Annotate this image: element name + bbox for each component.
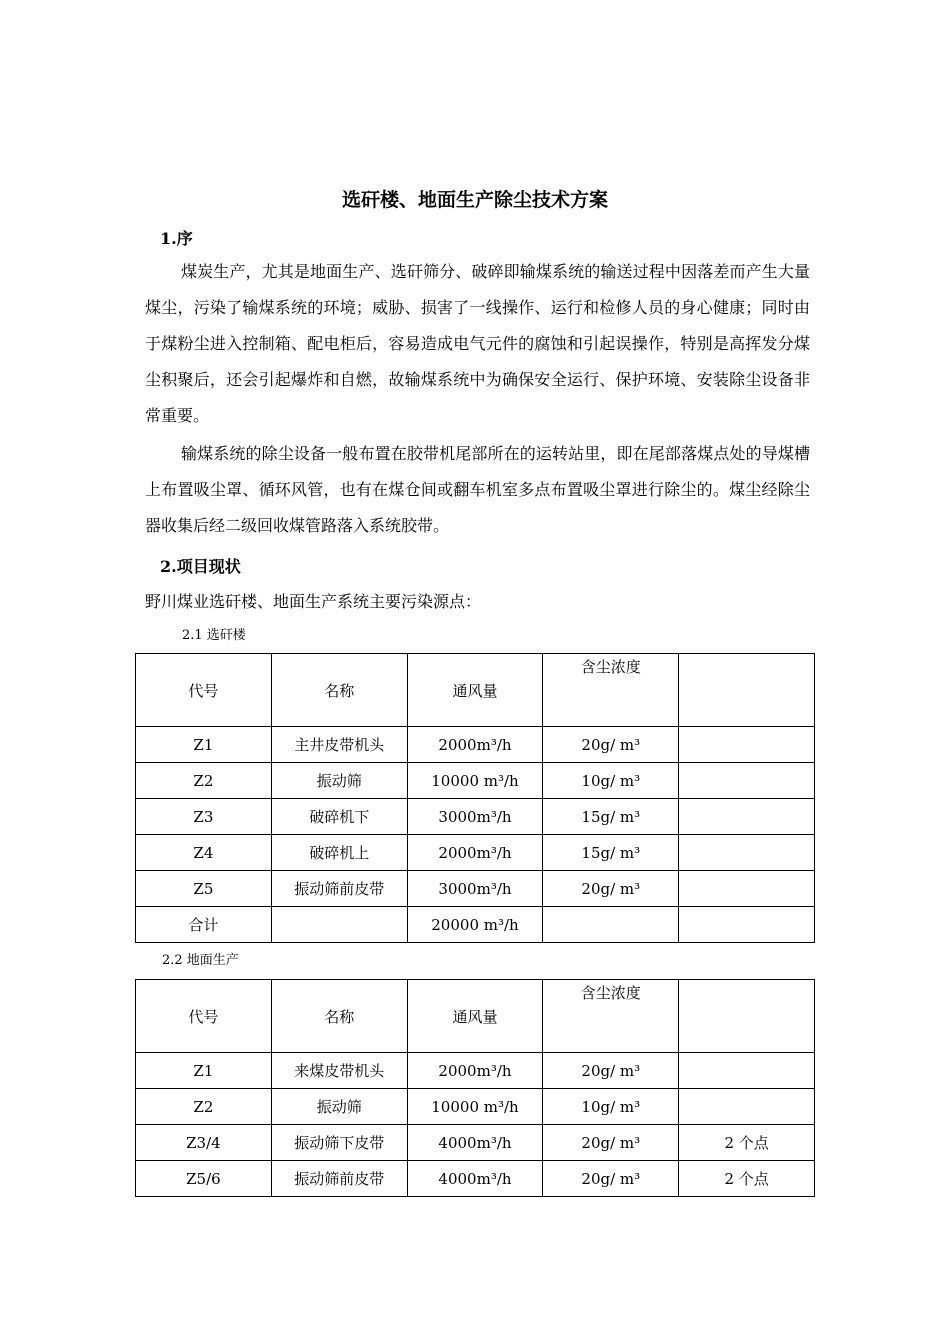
cell-code: Z3: [136, 799, 272, 835]
cell-code: Z5: [136, 871, 272, 907]
cell-note: [679, 799, 815, 835]
cell-airflow: 10000 m³/h: [407, 1089, 543, 1125]
cell-dust: 10g/ m³: [543, 763, 679, 799]
header-dust-concentration: 含尘浓度: [543, 654, 679, 727]
cell-dust: 20g/ m³: [543, 1125, 679, 1161]
cell-note: [679, 835, 815, 871]
table-row: [136, 1125, 815, 1161]
cell-note: [679, 1089, 815, 1125]
cell-name: 振动筛: [271, 1089, 407, 1125]
cell-code: Z3/4: [136, 1125, 272, 1161]
table-row: [136, 727, 815, 763]
cell-code: Z1: [136, 727, 272, 763]
header-note: [679, 654, 815, 727]
cell-note: 2 个点: [679, 1125, 815, 1161]
cell-name: 振动筛: [271, 763, 407, 799]
table-row: [136, 871, 815, 907]
cell-airflow: 4000m³/h: [407, 1125, 543, 1161]
header-code: 代号: [136, 980, 272, 1053]
table-2-caption: 2.2 地面生产: [162, 953, 239, 968]
cell-name: 破碎机下: [271, 799, 407, 835]
cell-note: 2 个点: [679, 1161, 815, 1197]
header-note: [679, 980, 815, 1053]
cell-dust: 15g/ m³: [543, 835, 679, 871]
cell-airflow: 2000m³/h: [407, 1053, 543, 1089]
table-row: [136, 763, 815, 799]
table-row: [136, 1089, 815, 1125]
section-1-paragraph-2: 输煤系统的除尘设备一般布置在胶带机尾部所在的运转站里，即在尾部落煤点处的导煤槽上布置吸尘罩、循环风管，也有在煤仓间或翻车机室多点布置吸尘罩进行除尘的。煤尘经除尘器收集后经二级回收煤管路落入系统胶带。: [145, 444, 810, 535]
cell-name: 振动筛前皮带: [271, 871, 407, 907]
cell-name: 振动筛前皮带: [271, 1161, 407, 1197]
cell-code: Z4: [136, 835, 272, 871]
section-2-intro: 野川煤业选矸楼、地面生产系统主要污染源点：: [145, 592, 482, 611]
cell-dust: 20g/ m³: [543, 1161, 679, 1197]
table-selection-building: [135, 653, 815, 943]
header-name: 名称: [271, 654, 407, 727]
header-dust-concentration: 含尘浓度: [543, 980, 679, 1053]
cell-note: [679, 907, 815, 943]
cell-code: Z5/6: [136, 1161, 272, 1197]
cell-name: [271, 907, 407, 943]
header-code: 代号: [136, 654, 272, 727]
section-1-paragraph-1: 煤炭生产，尤其是地面生产、选矸筛分、破碎即输煤系统的输送过程中因落差而产生大量煤尘，污染了输煤系统的环境；威胁、损害了一线操作、运行和检修人员的身心健康；同时由于煤粉尘进入控制箱、配电柜后，容易造成电气元件的腐蚀和引起误操作，特别是高挥发分煤尘积聚后，还会引起爆炸和自燃，故输煤系统中为确保安全运行、保护环境、安装除尘设备非常重要。: [145, 262, 810, 425]
table-row: [136, 799, 815, 835]
cell-name: 主井皮带机头: [271, 727, 407, 763]
cell-dust: 10g/ m³: [543, 1089, 679, 1125]
cell-airflow: 3000m³/h: [407, 871, 543, 907]
cell-airflow: 20000 m³/h: [407, 907, 543, 943]
cell-name: 来煤皮带机头: [271, 1053, 407, 1089]
cell-note: [679, 1053, 815, 1089]
table-ground-production: [135, 979, 815, 1197]
cell-airflow: 4000m³/h: [407, 1161, 543, 1197]
cell-code: 合计: [136, 907, 272, 943]
table-row: [136, 1161, 815, 1197]
table-total-row: [136, 907, 815, 943]
cell-code: Z1: [136, 1053, 272, 1089]
document-title: 选矸楼、地面生产除尘技术方案: [341, 189, 608, 211]
cell-note: [679, 871, 815, 907]
cell-dust: 20g/ m³: [543, 1053, 679, 1089]
cell-airflow: 2000m³/h: [407, 835, 543, 871]
cell-name: 破碎机上: [271, 835, 407, 871]
section-2-heading: 2.项目现状: [160, 557, 241, 576]
section-1-heading: 1.序: [160, 229, 193, 248]
cell-dust: 20g/ m³: [543, 727, 679, 763]
cell-dust: 15g/ m³: [543, 799, 679, 835]
cell-name: 振动筛下皮带: [271, 1125, 407, 1161]
cell-code: Z2: [136, 1089, 272, 1125]
header-name: 名称: [271, 980, 407, 1053]
cell-note: [679, 763, 815, 799]
table-1-caption: 2.1 选矸楼: [182, 628, 246, 643]
table-header-row: [136, 654, 815, 727]
header-airflow: 通风量: [407, 980, 543, 1053]
table-header-row: [136, 980, 815, 1053]
table-row: [136, 1053, 815, 1089]
cell-note: [679, 727, 815, 763]
cell-airflow: 10000 m³/h: [407, 763, 543, 799]
table-row: [136, 835, 815, 871]
cell-dust: 20g/ m³: [543, 871, 679, 907]
cell-airflow: 3000m³/h: [407, 799, 543, 835]
header-airflow: 通风量: [407, 654, 543, 727]
cell-dust: [543, 907, 679, 943]
cell-airflow: 2000m³/h: [407, 727, 543, 763]
cell-code: Z2: [136, 763, 272, 799]
